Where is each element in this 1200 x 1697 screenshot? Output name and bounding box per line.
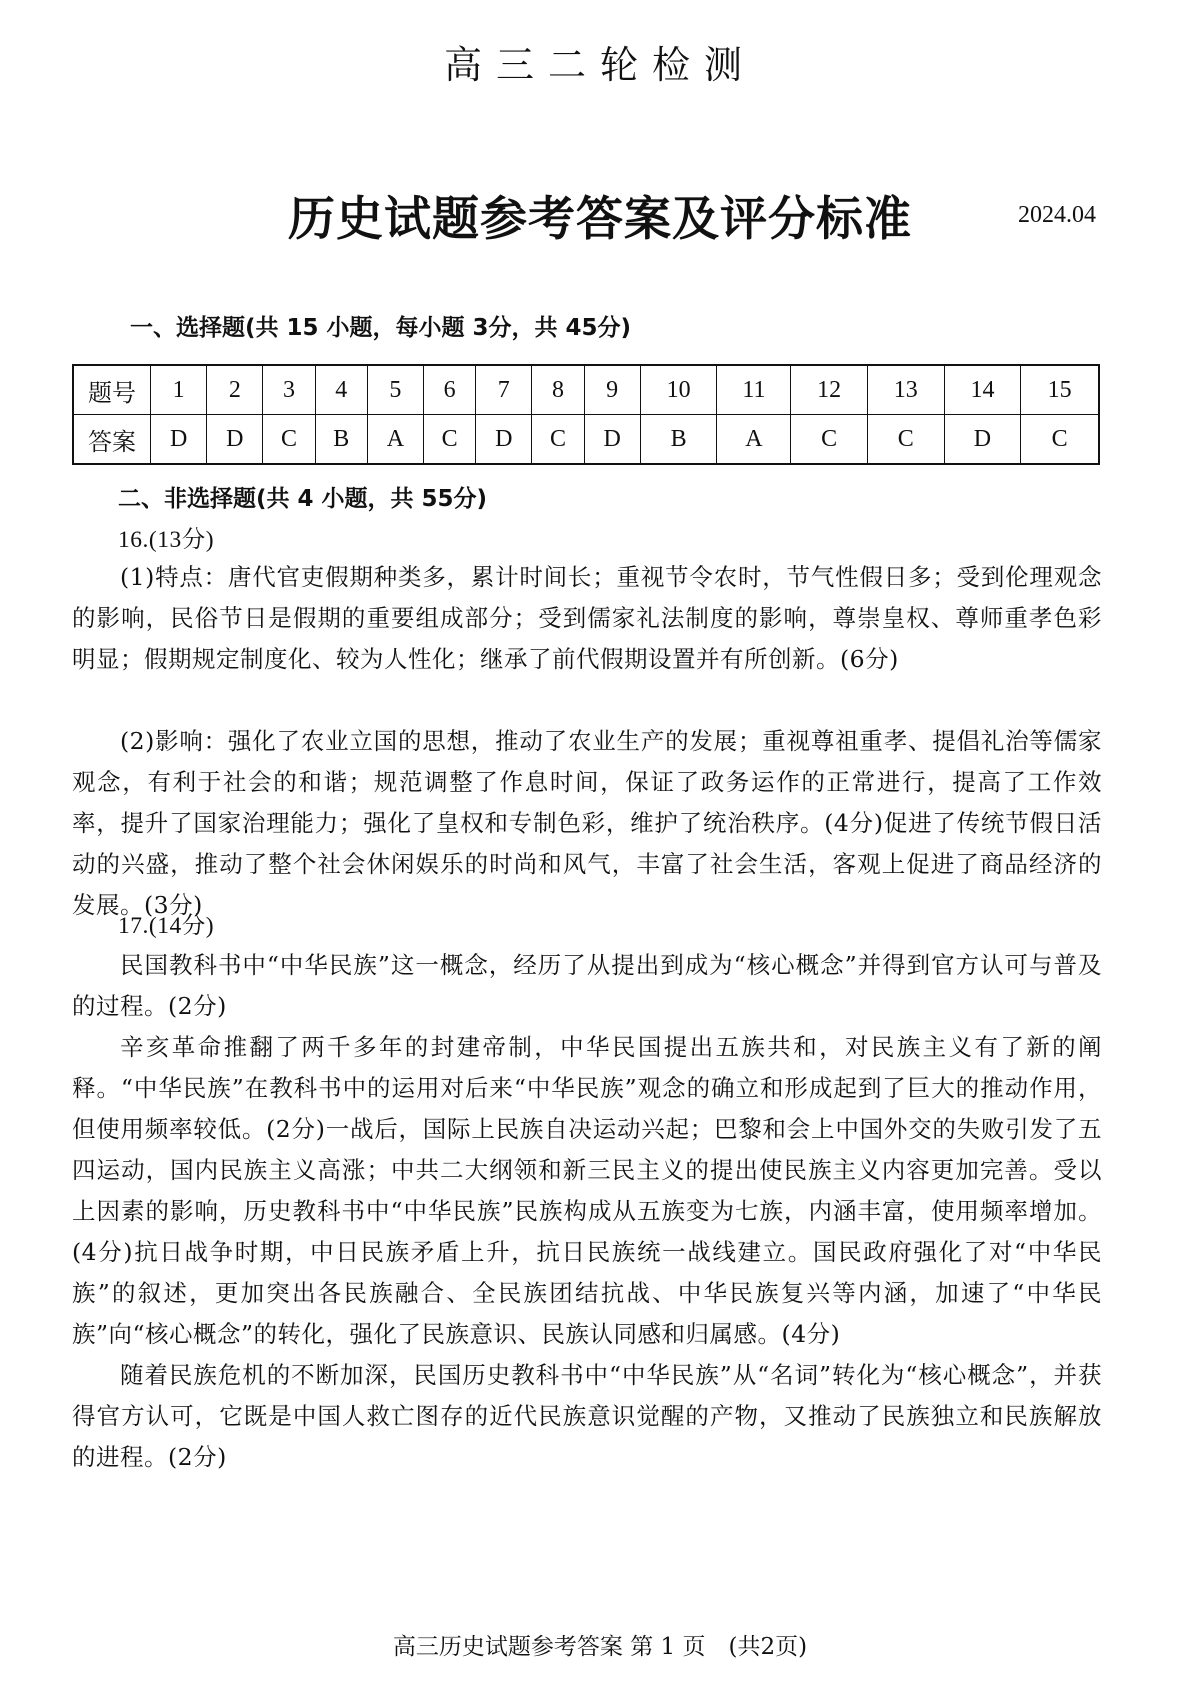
- question-17-label: 17.(14分): [118, 913, 215, 939]
- question-number: 13: [867, 365, 944, 415]
- page-footer: 高三历史试题参考答案 第 1 页 (共2页): [392, 1634, 808, 1660]
- answer-cell: B: [640, 415, 717, 465]
- question-number: 8: [532, 365, 584, 415]
- question-number: 12: [791, 365, 868, 415]
- answer-cell: C: [532, 415, 584, 465]
- question-number: 3: [263, 365, 315, 415]
- question-number: 10: [640, 365, 717, 415]
- answer-cell: D: [207, 415, 263, 465]
- answer-table: [72, 364, 1100, 465]
- question-number-row: [73, 365, 1099, 415]
- section-2-heading: 二、非选择题(共 4 小题，共 55分): [118, 486, 488, 512]
- section-1-heading: 一、选择题(共 15 小题，每小题 3分，共 45分): [130, 315, 632, 341]
- question-number: 15: [1021, 365, 1099, 415]
- answer-cell: D: [151, 415, 207, 465]
- answer-cell: D: [584, 415, 640, 465]
- question-number: 2: [207, 365, 263, 415]
- answer-cell: A: [367, 415, 423, 465]
- question-number: 7: [476, 365, 532, 415]
- row-label-question: 题号: [73, 365, 151, 415]
- question-number: 14: [944, 365, 1021, 415]
- answer-cell: D: [944, 415, 1021, 465]
- answer-cell: C: [263, 415, 315, 465]
- q17-answer-para-1: 民国教科书中“中华民族”这一概念，经历了从提出到成为“核心概念”并得到官方认可与普及的过程。(2分): [72, 951, 1102, 1020]
- answer-cell: C: [424, 415, 476, 465]
- question-number: 5: [367, 365, 423, 415]
- question-number: 1: [151, 365, 207, 415]
- question-number: 4: [315, 365, 367, 415]
- answer-cell: B: [315, 415, 367, 465]
- date-label: 2024.04: [1018, 202, 1096, 228]
- answer-cell: D: [476, 415, 532, 465]
- q17-answer-para-3: 随着民族危机的不断加深，民国历史教科书中“中华民族”从“名词”转化为“核心概念”，并获得官方认可，它既是中国人救亡图存的近代民族意识觉醒的产物，又推动了民族独立和民族解放的进程。(2分): [72, 1361, 1102, 1471]
- question-number: 6: [424, 365, 476, 415]
- answer-cell: A: [717, 415, 791, 465]
- answer-cell: C: [791, 415, 868, 465]
- q17-answer-para-2: 辛亥革命推翻了两千多年的封建帝制，中华民国提出五族共和，对民族主义有了新的阐释。“中华民族”在教科书中的运用对后来“中华民族”观念的确立和形成起到了巨大的推动作用，但使用频率较低。(2分)一战后，国际上民族自决运动兴起；巴黎和会上中国外交的失败引发了五四运动，国内民族主义高涨；中共二大纲领和新三民主义的提出使民族主义内容更加完善。受以上因素的影响，历史教科书中“中华民族”民族构成从五族变为七族，内涵丰富，使用频率增加。(4分)抗日战争时期，中日民族矛盾上升，抗日民族统一战线建立。国民政府强化了对“中华民族”的叙述，更加突出各民族融合、全民族团结抗战、中华民族复兴等内涵，加速了“中华民族”向“核心概念”的转化，强化了民族意识、民族认同感和归属感。(4分): [72, 1033, 1102, 1348]
- row-label-answer: 答案: [73, 415, 151, 465]
- question-number: 11: [717, 365, 791, 415]
- q16-answer-part-2: (2)影响：强化了农业立国的思想，推动了农业生产的发展；重视尊祖重孝、提倡礼治等儒家观念，有利于社会的和谐；规范调整了作息时间，保证了政务运作的正常进行，提高了工作效率，提升了国家治理能力；强化了皇权和专制色彩，维护了统治秩序。(4分)促进了传统节假日活动的兴盛，推动了整个社会休闲娱乐的时尚和风气，丰富了社会生活，客观上促进了商品经济的发展。(3分): [72, 727, 1102, 919]
- exam-series-title: 高三二轮检测: [443, 43, 756, 87]
- answer-row: [73, 415, 1099, 465]
- answer-cell: C: [1021, 415, 1099, 465]
- q16-answer-part-1: (1)特点：唐代官吏假期种类多，累计时间长；重视节令农时，节气性假日多；受到伦理观念的影响，民俗节日是假期的重要组成部分；受到儒家礼法制度的影响，尊崇皇权、尊师重孝色彩明显；假期规定制度化、较为人性化；继承了前代假期设置并有所创新。(6分): [72, 563, 1102, 673]
- question-number: 9: [584, 365, 640, 415]
- answer-cell: C: [867, 415, 944, 465]
- question-16-label: 16.(13分): [118, 527, 215, 553]
- page-title: 历史试题参考答案及评分标准: [288, 192, 912, 247]
